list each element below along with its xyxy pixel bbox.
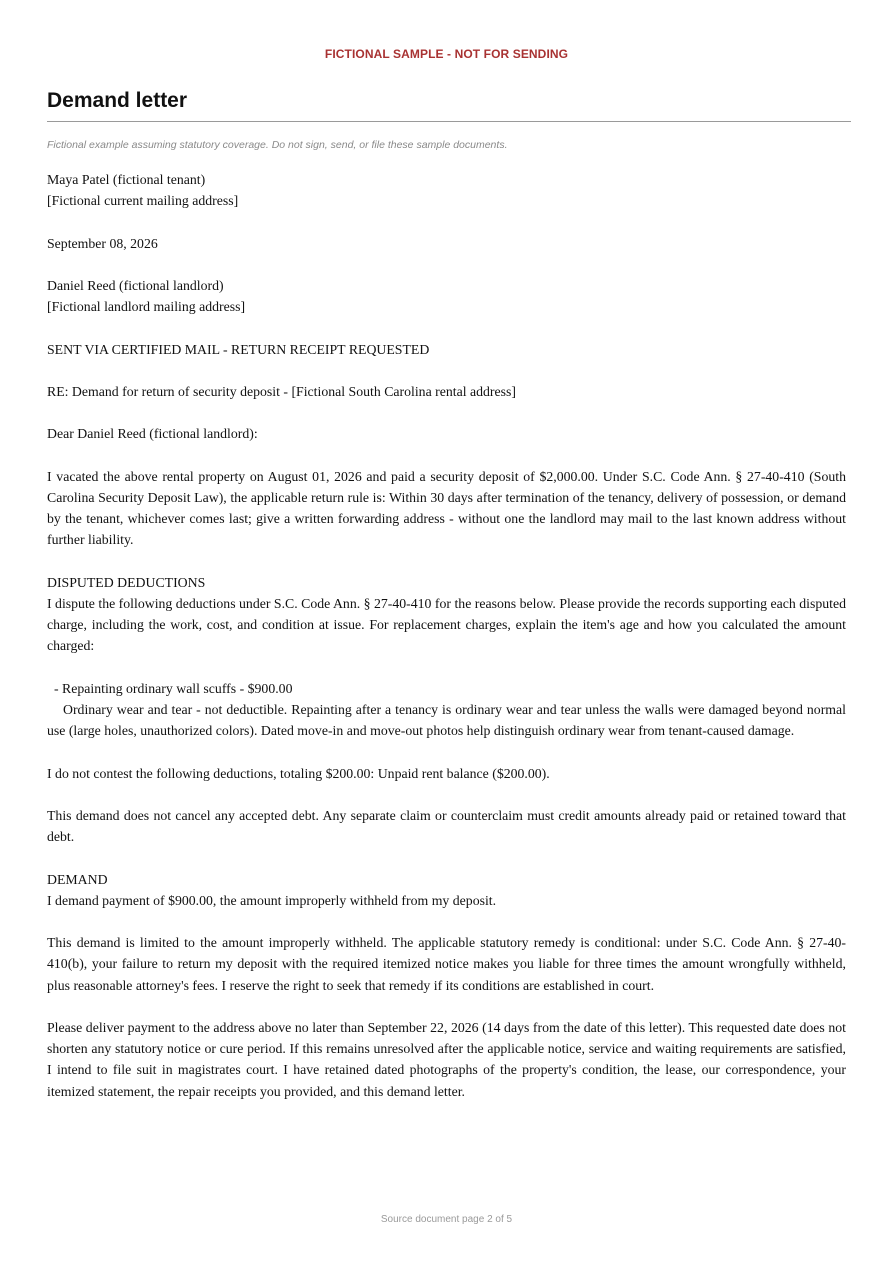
title-divider bbox=[47, 121, 851, 122]
closing-paragraph: Please deliver payment to the address above no later than September 22, 2026 (14 days from the date of this letter). This requested date does not shorten any statutory notice or cure period. If this remains unresolved after the applicable notice, service and waiting requirements are satisfied, I intend to file suit in magistrates court. I have retained dated photographs of the property's condition, the lease, our correspondence, your itemized statement, the repair receipts you provided, and this demand letter. bbox=[47, 1019, 846, 1099]
recipient-address: [Fictional landlord mailing address] bbox=[47, 299, 246, 315]
sender-block bbox=[47, 169, 846, 211]
intro-paragraph: I vacated the above rental property on August 01, 2026 and paid a security deposit of $2,000.00. Under S.C. Code Ann. § 27-40-410 (South Carolina Security Deposit Law), the applicable return rule is: Within 30 days after termination of the tenancy, delivery of possession, or demand by the tenant, whichever comes last; give a written forwarding address - without one the landlord may mail to the last known address without further liability. bbox=[47, 468, 846, 548]
page-footer: Source document page 2 of 5 bbox=[380, 1214, 513, 1225]
disclaimer-note: Fictional example assuming statutory coverage. Do not sign, send, or file these sample documents. bbox=[47, 139, 508, 151]
uncontested-paragraph: I do not contest the following deductions, totaling $200.00: Unpaid rent balance ($200.00). bbox=[47, 765, 550, 781]
disputed-item bbox=[47, 678, 846, 742]
disputed-section bbox=[47, 572, 846, 657]
letter-date: September 08, 2026 bbox=[47, 235, 158, 251]
delivery-method: SENT VIA CERTIFIED MAIL - RETURN RECEIPT REQUESTED bbox=[47, 341, 430, 357]
sender-address: [Fictional current mailing address] bbox=[47, 193, 239, 209]
page-title: Demand letter bbox=[47, 89, 188, 112]
demand-heading: DEMAND bbox=[47, 871, 108, 887]
disputed-text: I dispute the following deductions under S.C. Code Ann. § 27-40-410 for the reasons below. Please provide the records supporting each disputed charge, including the work, cost, and condition at issue. For replacement charges, explain the item's age and how you calculated the amount charged: bbox=[47, 595, 846, 654]
sample-banner: FICTIONAL SAMPLE - NOT FOR SENDING bbox=[324, 47, 569, 61]
sender-name: Maya Patel (fictional tenant) bbox=[47, 172, 206, 187]
re-line: RE: Demand for return of security deposit - [Fictional South Carolina rental address] bbox=[47, 383, 516, 399]
letter-body bbox=[47, 169, 846, 1102]
disputed-item-reason: Ordinary wear and tear - not deductible. Repainting after a tenancy is ordinary wear and tear unless the walls were damaged beyond normal use (large holes, unauthorized colors). Dated move-in and move-out photos help distinguish ordinary wear from tenant-caused damage. bbox=[47, 701, 846, 739]
recipient-block bbox=[47, 275, 846, 317]
disputed-heading: DISPUTED DEDUCTIONS bbox=[47, 574, 206, 590]
salutation: Dear Daniel Reed (fictional landlord): bbox=[47, 426, 258, 442]
debt-note-paragraph: This demand does not cancel any accepted debt. Any separate claim or counterclaim must credit amounts already paid or retained toward that debt. bbox=[47, 807, 846, 845]
recipient-name: Daniel Reed (fictional landlord) bbox=[47, 277, 224, 293]
demand-text: I demand payment of $900.00, the amount improperly withheld from my deposit. bbox=[47, 892, 497, 908]
demand-section bbox=[47, 869, 846, 911]
remedy-paragraph: This demand is limited to the amount improperly withheld. The applicable statutory remedy is conditional: under S.C. Code Ann. § 27-40-410(b), your failure to return my deposit with the required itemized notice makes you liable for three times the amount wrongfully withheld, plus reasonable attorney's fees. I reserve the right to seek that remedy if its conditions are established in court. bbox=[47, 935, 846, 993]
disputed-item-title: - Repainting ordinary wall scuffs - $900.00 bbox=[54, 680, 293, 696]
